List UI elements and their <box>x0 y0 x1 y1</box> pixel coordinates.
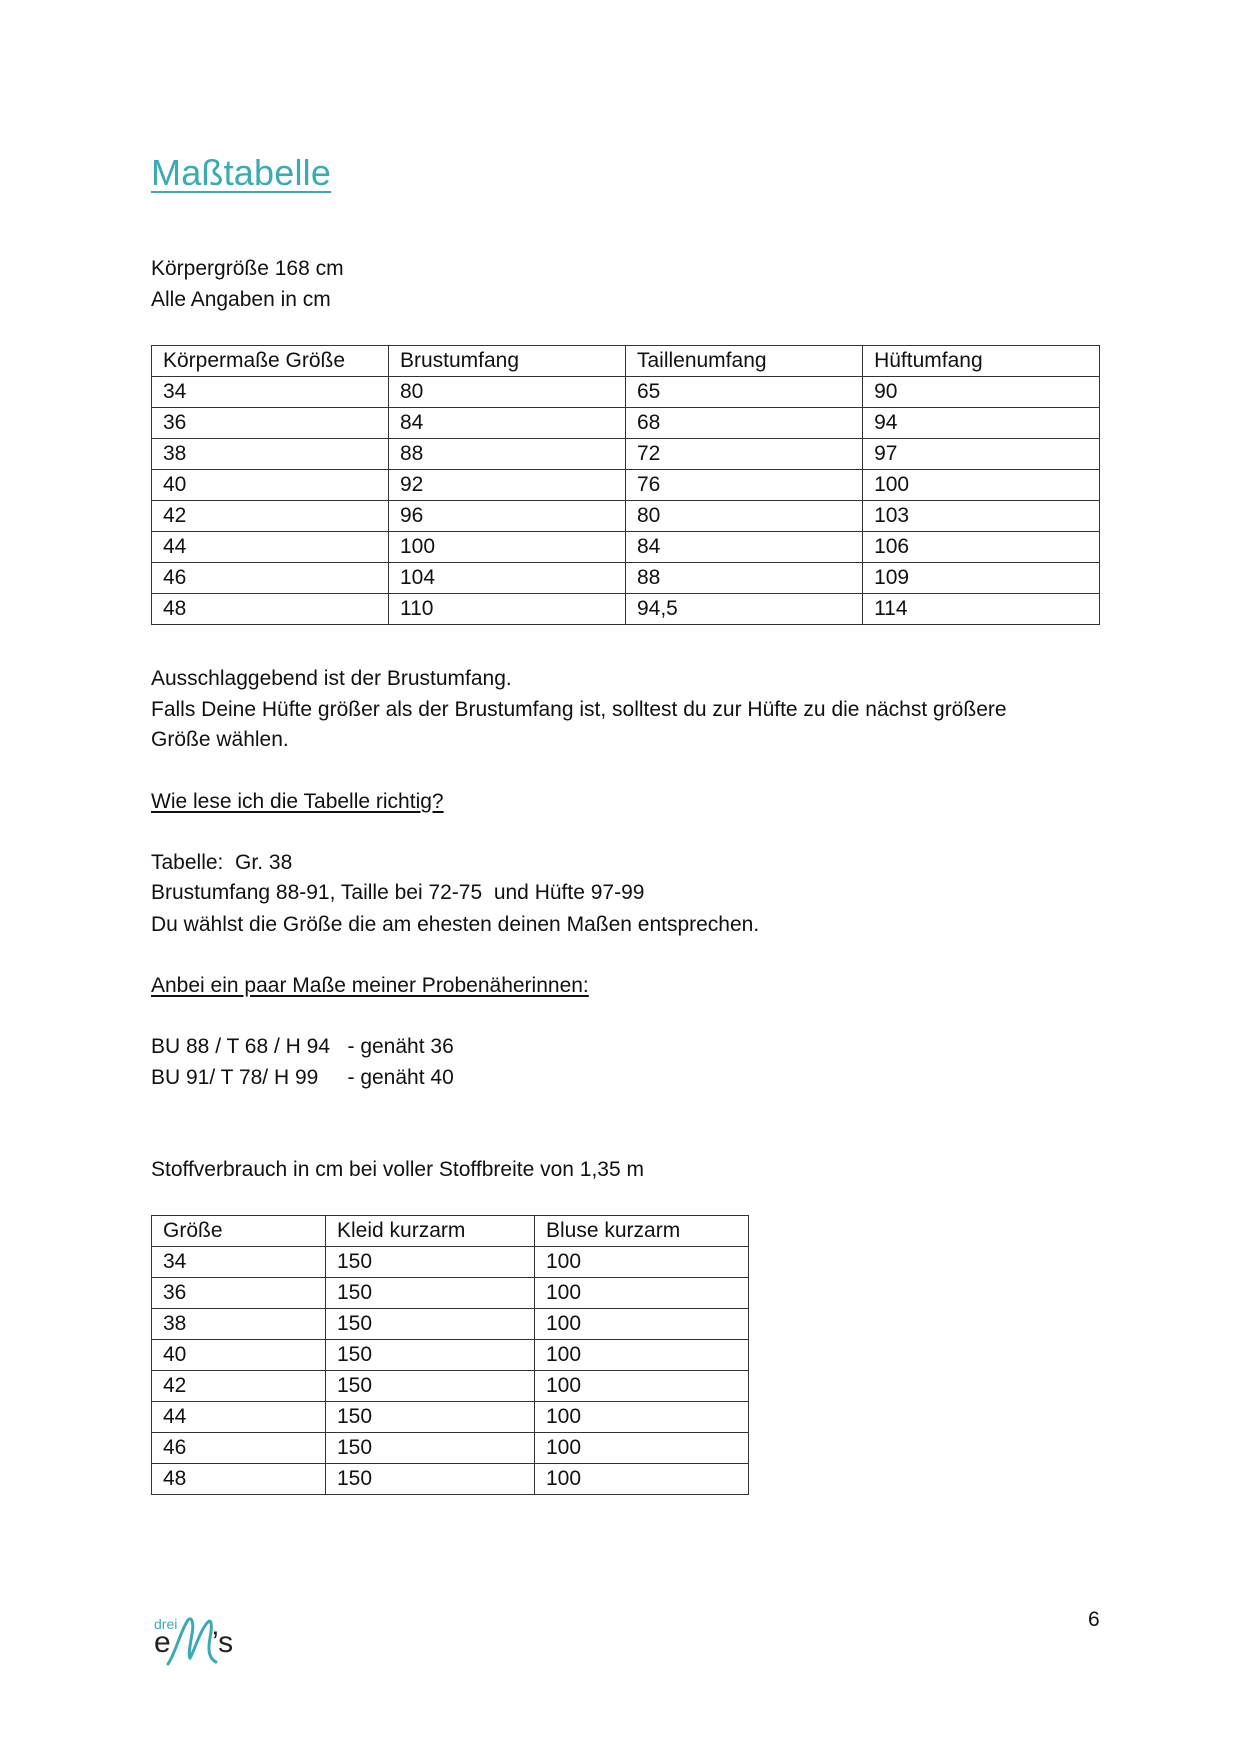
tester-line: BU 91/ T 78/ H 99 - genäht 40 <box>151 1066 454 1089</box>
cell: 80 <box>625 501 862 532</box>
cell: 40 <box>152 470 389 501</box>
fabric-heading: Stoffverbrauch in cm bei voller Stoffbreite von 1,35 m <box>151 1158 644 1181</box>
table-row <box>152 1340 749 1371</box>
cell: 104 <box>388 563 625 594</box>
cell: 100 <box>535 1464 749 1495</box>
cell: 36 <box>152 408 389 439</box>
cell: 97 <box>863 439 1100 470</box>
table-row <box>152 1278 749 1309</box>
cell: 76 <box>625 470 862 501</box>
page-title: Maßtabelle <box>151 152 332 193</box>
cell: 94 <box>863 408 1100 439</box>
cell: 42 <box>152 501 389 532</box>
cell: 150 <box>326 1433 535 1464</box>
cell: 34 <box>152 1247 326 1278</box>
cell: 84 <box>625 532 862 563</box>
header-cell: Brustumfang <box>388 346 625 377</box>
header-cell: Körpermaße Größe <box>152 346 389 377</box>
cell: 96 <box>388 501 625 532</box>
cell: 88 <box>625 563 862 594</box>
cell: 100 <box>388 532 625 563</box>
header-cell: Kleid kurzarm <box>326 1216 535 1247</box>
cell: 38 <box>152 439 389 470</box>
cell: 44 <box>152 532 389 563</box>
table-row <box>152 501 1100 532</box>
cell: 100 <box>535 1309 749 1340</box>
cell: 65 <box>625 377 862 408</box>
cell: 100 <box>535 1371 749 1402</box>
cell: 44 <box>152 1402 326 1433</box>
table-row <box>152 1464 749 1495</box>
cell: 150 <box>326 1309 535 1340</box>
cell: 109 <box>863 563 1100 594</box>
table-row <box>152 439 1100 470</box>
cell: 150 <box>326 1371 535 1402</box>
testers-heading: Anbei ein paar Maße meiner Probenäherinnen: <box>151 974 589 997</box>
cell: 42 <box>152 1371 326 1402</box>
howto-heading: Wie lese ich die Tabelle richtig? <box>151 790 444 813</box>
cell: 150 <box>326 1402 535 1433</box>
cell: 88 <box>388 439 625 470</box>
note-line: Größe wählen. <box>151 728 289 751</box>
cell: 92 <box>388 470 625 501</box>
cell: 38 <box>152 1309 326 1340</box>
cell: 100 <box>863 470 1100 501</box>
cell: 34 <box>152 377 389 408</box>
brand-logo <box>150 1610 240 1672</box>
cell: 110 <box>388 594 625 625</box>
header-cell: Taillenumfang <box>625 346 862 377</box>
table-row <box>152 532 1100 563</box>
cell: 103 <box>863 501 1100 532</box>
howto-line: Du wählst die Größe die am ehesten deinen Maßen entsprechen. <box>151 913 760 936</box>
cell: 80 <box>388 377 625 408</box>
cell: 46 <box>152 563 389 594</box>
note-line: Ausschlaggebend ist der Brustumfang. <box>151 667 512 690</box>
cell: 100 <box>535 1433 749 1464</box>
header-cell: Hüftumfang <box>863 346 1100 377</box>
cell: 40 <box>152 1340 326 1371</box>
table-row <box>152 1433 749 1464</box>
cell: 68 <box>625 408 862 439</box>
tester-line: BU 88 / T 68 / H 94 - genäht 36 <box>151 1035 454 1058</box>
cell: 114 <box>863 594 1100 625</box>
page-number: 6 <box>1088 1608 1100 1631</box>
cell: 150 <box>326 1278 535 1309</box>
cell: 100 <box>535 1340 749 1371</box>
table-row <box>152 377 1100 408</box>
cell: 90 <box>863 377 1100 408</box>
cell: 48 <box>152 1464 326 1495</box>
table-row <box>152 563 1100 594</box>
body-height-text: Körpergröße 168 cm <box>151 257 344 280</box>
table-row <box>152 1371 749 1402</box>
cell: 150 <box>326 1247 535 1278</box>
logo-small-text: drei <box>154 1616 178 1632</box>
table-row <box>152 1402 749 1433</box>
cell: 94,5 <box>625 594 862 625</box>
header-cell: Bluse kurzarm <box>535 1216 749 1247</box>
howto-line: Brustumfang 88-91, Taille bei 72-75 und Hüfte 97-99 <box>151 881 645 904</box>
units-text: Alle Angaben in cm <box>151 288 331 311</box>
cell: 106 <box>863 532 1100 563</box>
cell: 100 <box>535 1247 749 1278</box>
table-header-row <box>152 1216 749 1247</box>
fabric-table <box>151 1215 749 1495</box>
table-row <box>152 1247 749 1278</box>
note-line: Falls Deine Hüfte größer als der Brustumfang ist, solltest du zur Hüfte zu die nächst größere <box>151 698 1007 721</box>
cell: 46 <box>152 1433 326 1464</box>
logo-e: e <box>154 1626 171 1659</box>
cell: 100 <box>535 1402 749 1433</box>
cell: 150 <box>326 1340 535 1371</box>
cell: 84 <box>388 408 625 439</box>
cell: 36 <box>152 1278 326 1309</box>
table-row <box>152 1309 749 1340</box>
logo-s: ’s <box>212 1626 234 1659</box>
table-header-row <box>152 346 1100 377</box>
cell: 100 <box>535 1278 749 1309</box>
table-row <box>152 408 1100 439</box>
table-row <box>152 594 1100 625</box>
measurement-table <box>151 345 1100 625</box>
cell: 72 <box>625 439 862 470</box>
table-row <box>152 470 1100 501</box>
cell: 150 <box>326 1464 535 1495</box>
howto-line: Tabelle: Gr. 38 <box>151 851 293 874</box>
header-cell: Größe <box>152 1216 326 1247</box>
cell: 48 <box>152 594 389 625</box>
